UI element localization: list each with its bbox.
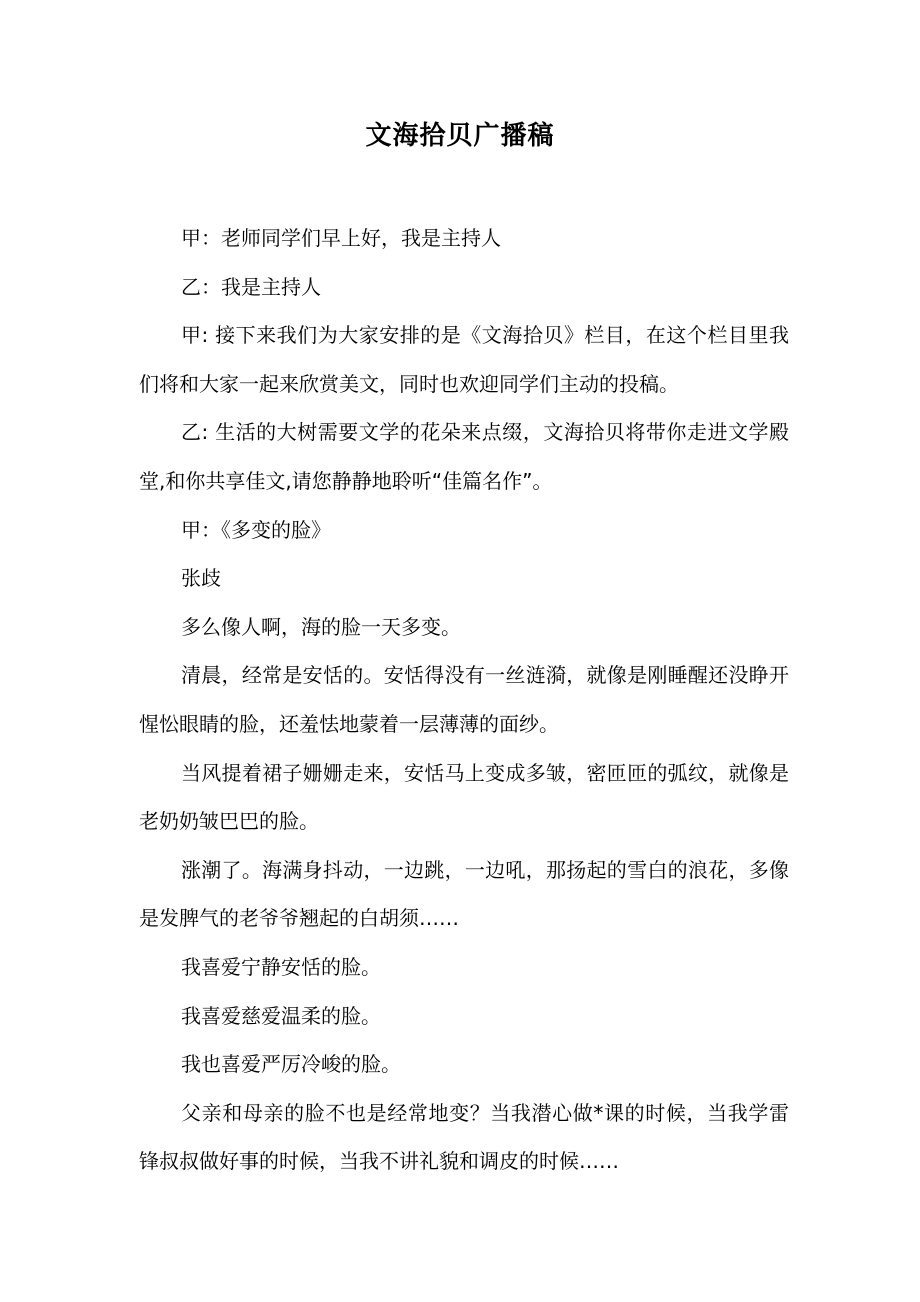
paragraph-poem-8: 父亲和母亲的脸不也是经常地变？当我潜心做*课的时候，当我学雷锋叔叔做好事的时候，当我不讲礼貌和调皮的时候……	[139, 1100, 789, 1174]
paragraph-poem-5: 我喜爱宁静安恬的脸。	[181, 954, 381, 979]
paragraph-poem-2: 清晨，经常是安恬的。安恬得没有一丝涟漪，就像是刚睡醒还没睁开惺忪眼睛的脸，还羞怯地蒙着一层薄薄的面纱。	[139, 663, 789, 736]
document-title: 文海拾贝广播稿	[365, 121, 555, 151]
paragraph-piece-title: 甲：《多变的脸》	[181, 517, 331, 542]
paragraph-intro-yi: 乙: 生活的大树需要文学的花朵来点缀，文海拾贝将带你走进文学殿堂,和你共享佳文,请您静静地聆听“佳篇名作”。	[139, 420, 789, 493]
paragraph-greeting-yi: 乙：我是主持人	[181, 274, 321, 299]
document-body	[139, 214, 789, 1186]
paragraph-intro-jia: 甲: 接下来我们为大家安排的是《文海拾贝》栏目，在这个栏目里我们将和大家一起来欣赏美文，同时也欢迎同学们主动的投稿。	[139, 323, 789, 396]
paragraph-poem-7: 我也喜爱严厉冷峻的脸。	[181, 1052, 401, 1077]
paragraph-poem-3: 当风提着裙子姗姗走来，安恬马上变成多皱，密匝匝的弧纹，就像是老奶奶皱巴巴的脸。	[139, 760, 789, 834]
paragraph-greeting-jia: 甲：老师同学们早上好，我是主持人	[181, 226, 501, 250]
paragraph-poem-1: 多么像人啊，海的脸一天多变。	[181, 614, 461, 639]
paragraph-author: 张歧	[181, 566, 221, 591]
paragraph-poem-4: 涨潮了。海满身抖动，一边跳，一边吼，那扬起的雪白的浪花，多像是发脾气的老爷爷翘起的白胡须……	[139, 857, 789, 931]
paragraph-poem-6: 我喜爱慈爱温柔的脸。	[181, 1003, 381, 1028]
